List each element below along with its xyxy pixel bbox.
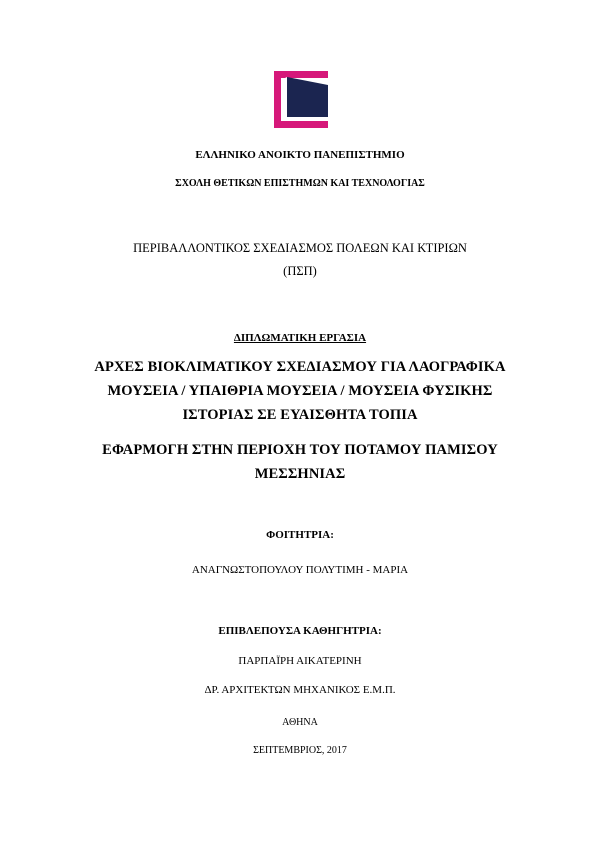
thesis-title-line-3: ΙΣΤΟΡΙΑΣ ΣΕ ΕΥΑΙΣΘΗΤΑ ΤΟΠΙΑ [182, 407, 418, 423]
thesis-subtitle-line-2: ΜΕΣΣΗΝΙΑΣ [254, 466, 346, 482]
school-name: ΣΧΟΛΗ ΘΕΤΙΚΩΝ ΕΠΙΣΤΗΜΩΝ ΚΑΙ ΤΕΧΝΟΛΟΓΙΑΣ [175, 178, 425, 189]
thesis-title-line-1: ΑΡΧΕΣ ΒΙΟΚΛΙΜΑΤΙΚΟΥ ΣΧΕΔΙΑΣΜΟΥ ΓΙΑ ΛΑΟΓΡΑΦΙΚΑ [94, 359, 506, 375]
thesis-subtitle-line-1: ΕΦΑΡΜΟΓΗ ΣΤΗΝ ΠΕΡΙΟΧΗ ΤΟΥ ΠΟΤΑΜΟΥ ΠΑΜΙΣΟΥ [102, 442, 498, 458]
date: ΣΕΠΤΕΜΒΡΙΟΣ, 2017 [253, 745, 347, 756]
supervisor-label: ΕΠΙΒΛΕΠΟΥΣΑ ΚΑΘΗΓΗΤΡΙΑ: [218, 625, 382, 637]
supervisor-name: ΠΑΡΠΑΪΡΗ ΑΙΚΑΤΕΡΙΝΗ [238, 655, 362, 667]
thesis-title-line-2: ΜΟΥΣΕΙΑ / ΥΠΑΙΘΡΙΑ ΜΟΥΣΕΙΑ / ΜΟΥΣΕΙΑ ΦΥΣΙΚΗΣ [107, 383, 493, 399]
supervisor-title: ΔΡ. ΑΡΧΙΤΕΚΤΩΝ ΜΗΧΑΝΙΚΟΣ Ε.Μ.Π. [204, 684, 396, 696]
city: ΑΘΗΝΑ [282, 717, 318, 728]
logo-page-edge [283, 77, 287, 119]
student-label: ΦΟΙΤΗΤΡΙΑ: [266, 529, 334, 541]
university-logo [274, 71, 328, 128]
program-name: ΠΕΡΙΒΑΛΛΟΝΤΙΚΟΣ ΣΧΕΔΙΑΣΜΟΣ ΠΟΛΕΩΝ ΚΑΙ ΚΤΙΡΙΩΝ [133, 241, 467, 255]
thesis-type: ΔΙΠΛΩΜΑΤΙΚΗ ΕΡΓΑΣΙΑ [233, 332, 367, 344]
student-name: ΑΝΑΓΝΩΣΤΟΠΟΥΛΟΥ ΠΟΛΥΤΙΜΗ - ΜΑΡΙΑ [191, 564, 409, 576]
university-name: ΕΛΛΗΝΙΚΟ ΑΝΟΙΚΤΟ ΠΑΝΕΠΙΣΤΗΜΙΟ [195, 149, 405, 161]
program-abbr: (ΠΣΠ) [283, 264, 317, 278]
